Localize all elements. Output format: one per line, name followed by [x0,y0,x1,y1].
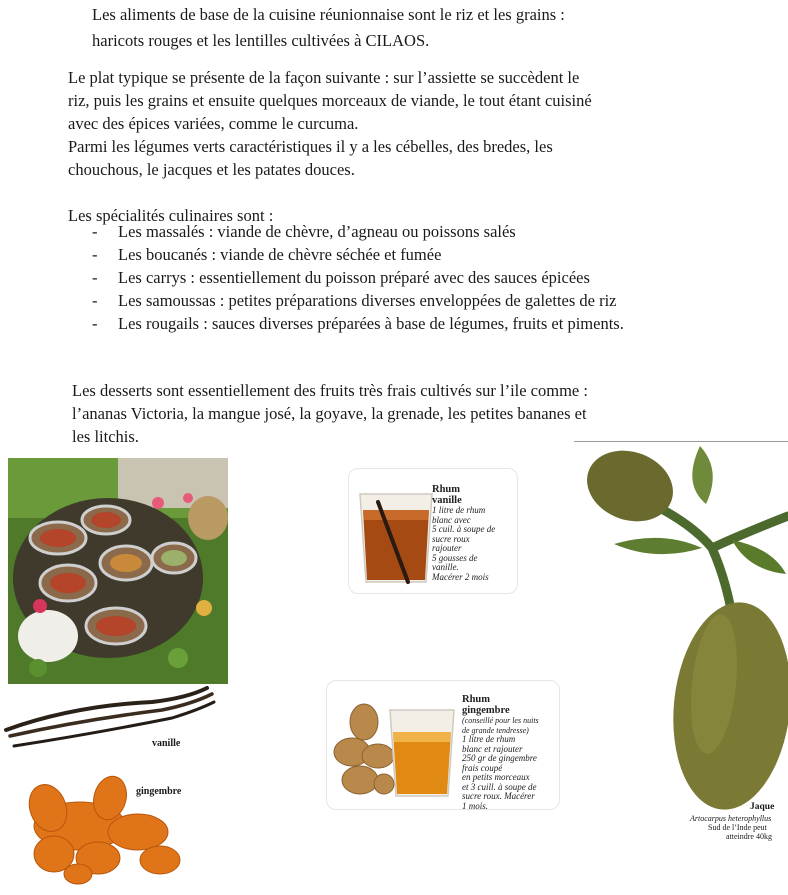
rhum-vanille-recipe [432,484,514,582]
recipe-line: 5 gousses de [432,552,478,563]
list-dash: - [92,268,98,287]
intro-line-1: Les aliments de base de la cuisine réunionnaise sont le riz et les grains : [92,5,565,24]
recipe-line: 1 litre de rhum [462,734,516,744]
recipe-line: 1 mois. [462,800,489,811]
list-item [92,266,692,289]
recipe-line: sucre roux. Macérer [462,791,535,801]
jaque-caption-line-3: atteindre 40kg [726,832,772,841]
plat-line-1: Le plat typique se présente de la façon suivante : sur l’assiette se succèdent le [68,68,580,87]
list-dash: - [92,245,98,264]
rhum-gingembre-title-1: Rhum [462,694,491,705]
list-item [92,289,658,312]
jaque-latin-name: Artocarpus heterophyllus [690,814,772,823]
recipe-line: 250 gr de gingembre [462,753,537,763]
specialites-list [92,220,692,335]
gingembre-caption: gingembre [136,786,182,797]
list-item-text: Les samoussas : petites préparations diverses enveloppées de galettes de riz [118,291,617,310]
intro-line-2: haricots rouges et les lentilles cultivées à CILAOS. [92,31,430,50]
vanilla-pods-image [2,684,222,764]
recipe-line: rajouter [432,543,462,553]
list-item-text: Les massalés : viande de chèvre, d’agneau ou poissons salés [118,222,516,241]
desserts-line-3: les litchis. [72,427,139,446]
desserts-line-2: l’ananas Victoria, la mangue josé, la goyave, la grenade, les petites bananes et [72,404,587,423]
recipe-line: frais coupé [462,762,503,773]
recipe-line: de grande tendresse) [462,725,529,735]
list-dash: - [92,291,98,310]
jaque-caption-line-2: Sud de l’Inde peut [708,823,767,832]
rhum-gingembre-title-2: gingembre [462,705,510,716]
recipe-line: 1 litre de rhum [432,505,486,515]
legumes-line-1: Parmi les légumes verts caractéristiques il y a les cébelles, des bredes, les [68,137,553,156]
jaque-title: Jaque [750,802,775,812]
legumes-line-2: chouchous, le jacques et les patates douces. [68,160,355,179]
recipe-line: blanc avec [432,514,471,525]
recipe-line: vanille. [432,562,459,572]
list-item [92,312,658,335]
recipe-line: en petits morceaux [462,772,530,782]
rum-glass-ginger-image [386,706,458,800]
plat-line-3: avec des épices variées, comme le curcuma. [68,114,359,133]
list-item-text: Les carrys : essentiellement du poisson préparé avec des sauces épicées [118,268,590,287]
recipe-line: sucre roux [432,533,470,544]
vanille-caption: vanille [152,738,181,749]
list-dash: - [92,222,98,241]
list-item-text: Les rougails : sauces diverses préparées à base de légumes, fruits et piments. [118,314,624,333]
recipe-line: et 3 cuill. à soupe de [462,781,537,792]
food-platter-image [8,458,228,684]
list-item [92,220,692,243]
rhum-gingembre-recipe [462,694,558,811]
rhum-vanille-title-1: Rhum [432,484,461,495]
recipe-line: blanc et rajouter [462,743,523,754]
rum-glass-vanilla-image [356,490,436,586]
plat-line-2: riz, puis les grains et ensuite quelques morceaux de viande, le tout étant cuisiné [68,91,592,110]
recipe-line: Macérer 2 mois [432,571,489,582]
recipe-line: 5 cuil. à soupe de [432,524,496,534]
desserts-line-1: Les desserts sont essentiellement des fruits très frais cultivés sur l’ile comme : [72,381,588,400]
list-item-text: Les boucanés : viande de chèvre séchée et fumée [118,245,442,264]
specialites-heading: Les spécialités culinaires sont : [68,206,274,225]
jackfruit-image [582,444,788,814]
recipe-line: (conseillé pour les nuits [462,716,539,725]
list-dash: - [92,314,98,333]
rhum-vanille-title-2: vanille [432,495,462,506]
list-item [92,243,692,266]
jaque-top-border [574,441,788,442]
